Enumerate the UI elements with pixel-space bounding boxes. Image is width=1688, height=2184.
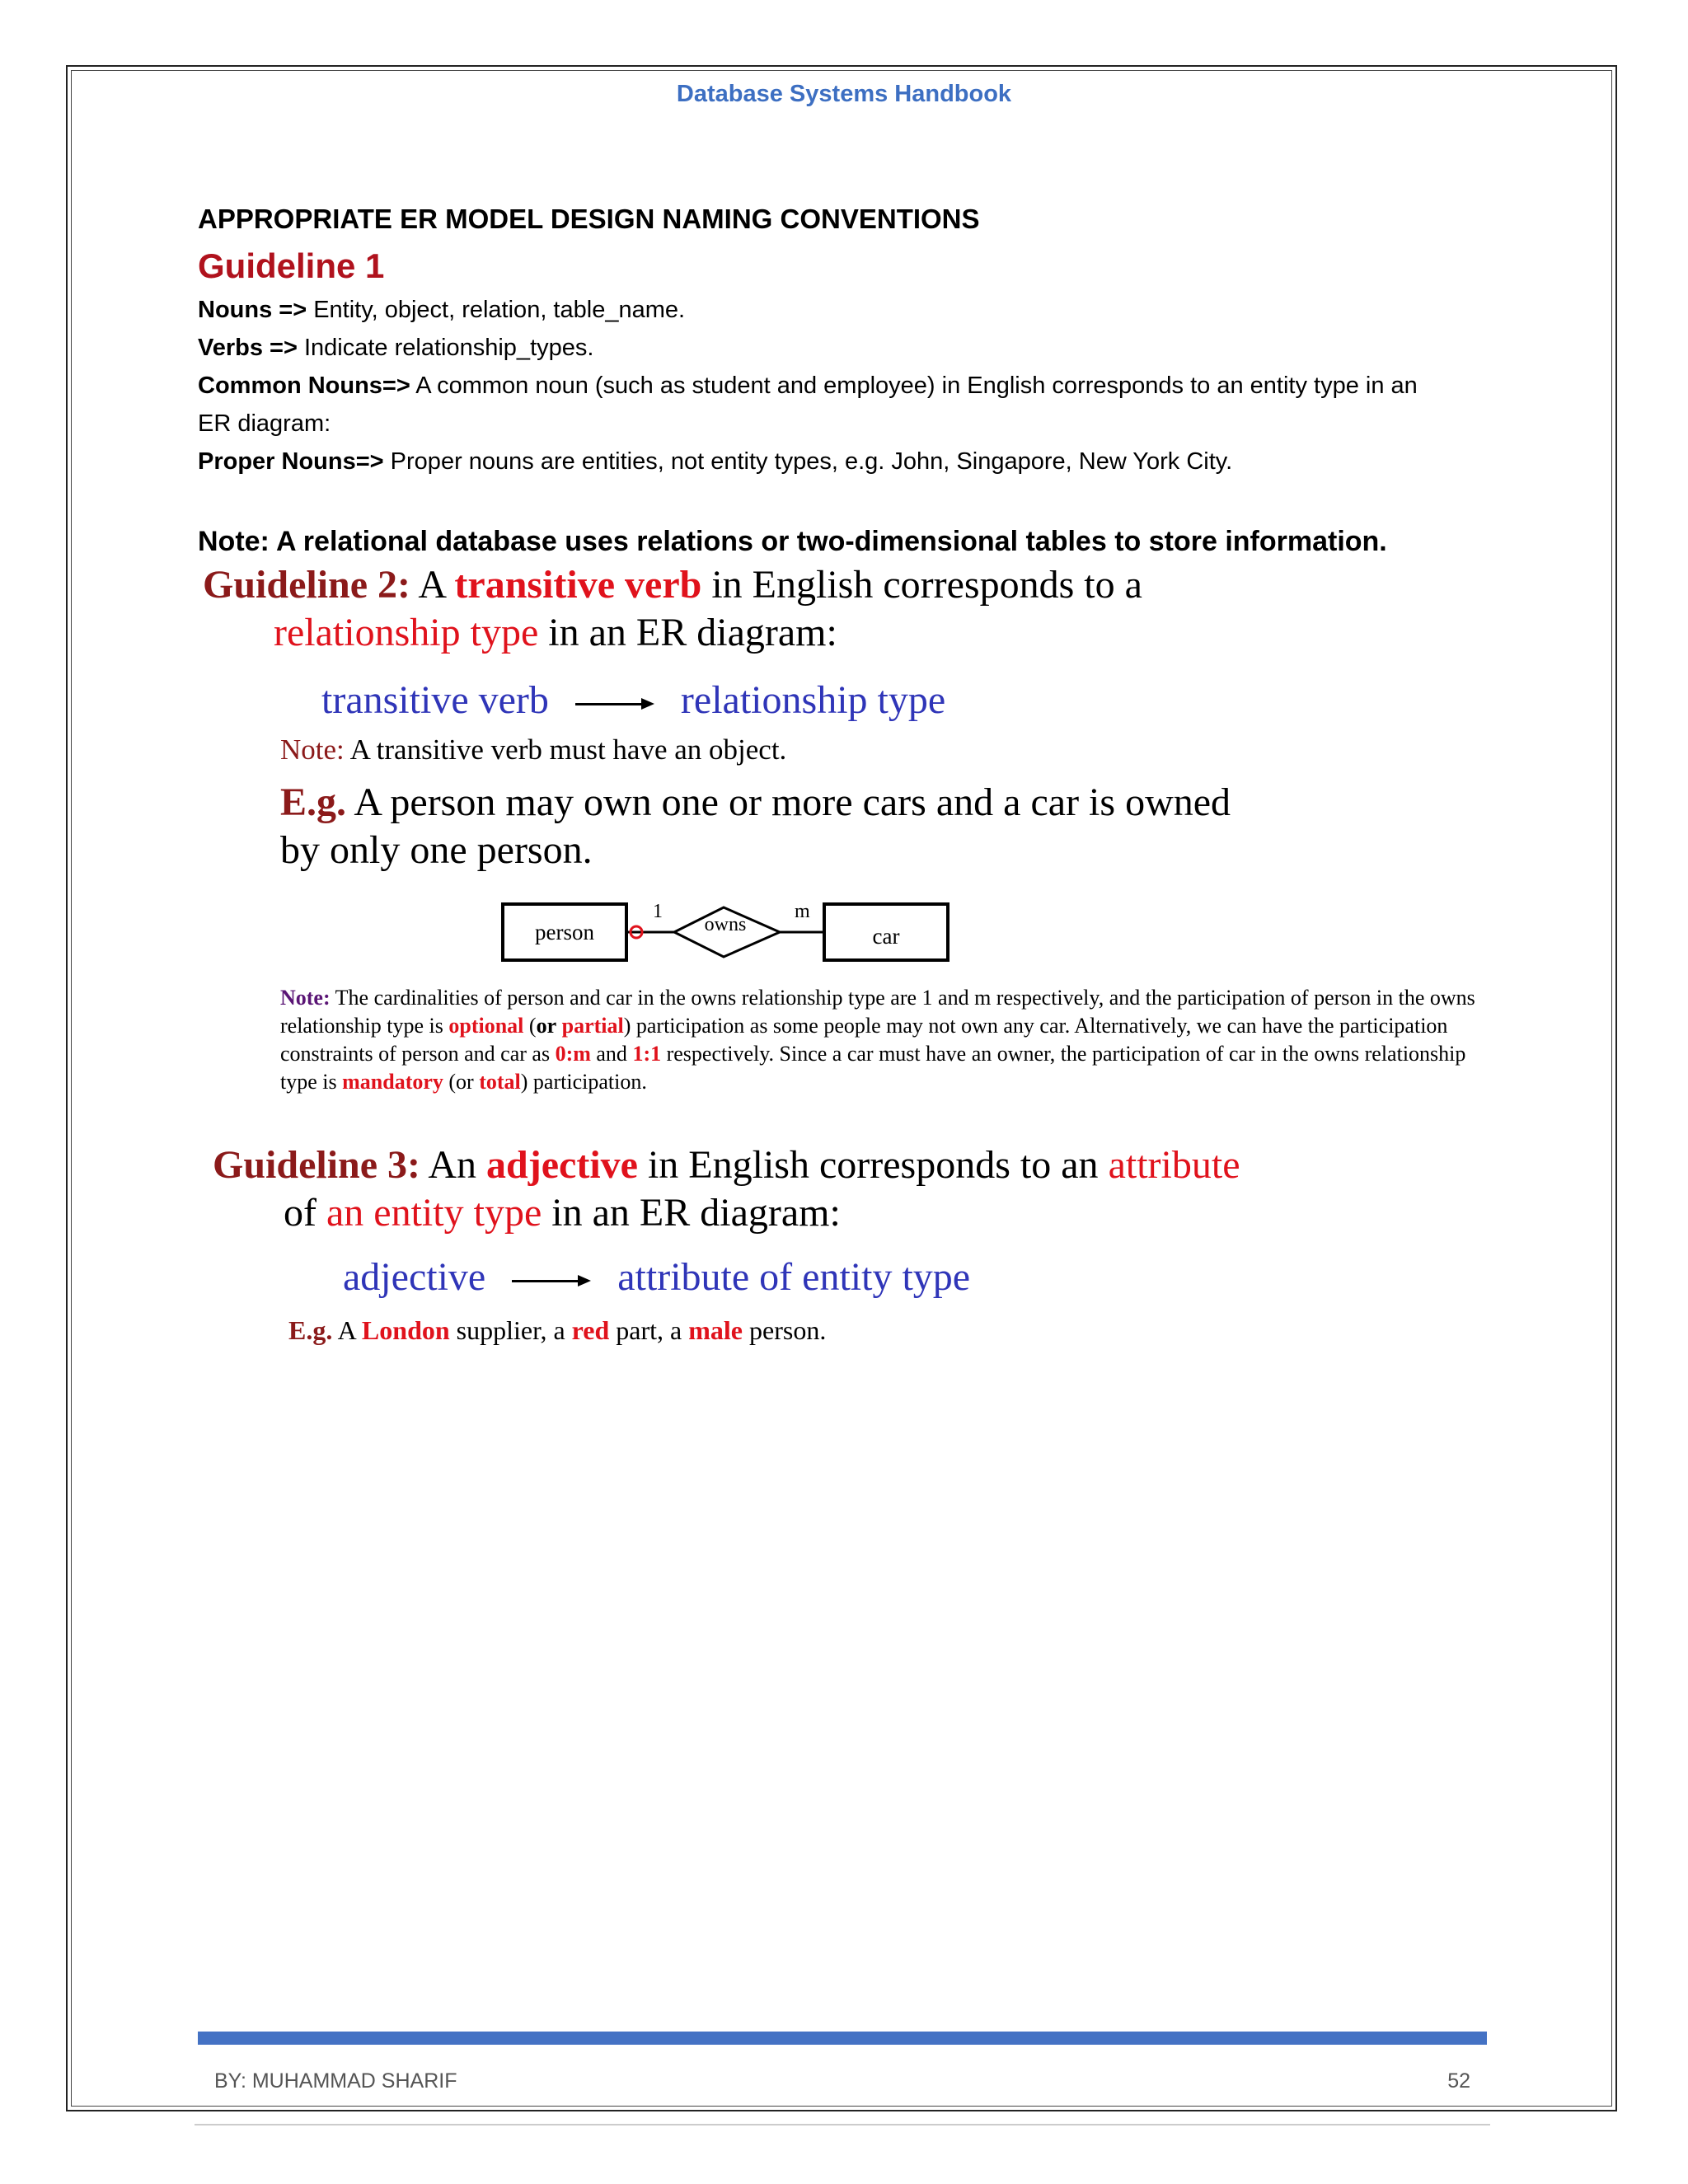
bottom-rule <box>195 2124 1490 2125</box>
guideline2-label: Guideline 2: <box>203 563 411 607</box>
example-line1 <box>280 780 1231 825</box>
para-text: (or <box>443 1070 480 1094</box>
cardinality-one: 1 <box>653 901 663 922</box>
mandatory-term: mandatory <box>342 1070 443 1094</box>
example-label: E.g. <box>280 780 347 824</box>
car-entity-label: car <box>872 924 900 949</box>
running-header: Database Systems Handbook <box>676 81 1012 107</box>
guideline2-text: in an ER diagram: <box>538 611 837 654</box>
verbs-label: Verbs => <box>198 335 298 361</box>
example-line2 <box>280 827 593 873</box>
adjective-term: adjective <box>486 1143 638 1187</box>
proper-nouns-line <box>198 448 1232 476</box>
transitive-verb-term: transitive verb <box>454 563 702 607</box>
guideline3-text: in an ER diagram: <box>542 1191 841 1235</box>
guideline2-line1 <box>203 562 1142 607</box>
mapping-adjective-row <box>343 1254 970 1300</box>
para-text: ( <box>523 1014 537 1038</box>
one-one-term: 1:1 <box>632 1042 662 1066</box>
entity-type-term: an entity type <box>326 1191 542 1235</box>
guideline3-line1 <box>213 1142 1240 1188</box>
verbs-line <box>198 335 593 362</box>
relationship-type-term: relationship type <box>274 611 539 654</box>
common-nouns-text: A common noun (such as student and employee) in English corresponds to an entity type in an <box>410 373 1418 399</box>
page-number: 52 <box>1447 2069 1470 2093</box>
example-text: person. <box>743 1315 827 1345</box>
proper-nouns-text: Proper nouns are entities, not entity types, e.g. John, Singapore, New York City. <box>383 448 1233 475</box>
attribute-term: attribute <box>1108 1143 1240 1187</box>
relational-db-note: Note: A relational database uses relations or two-dimensional tables to store information. <box>198 526 1387 557</box>
arrow-right-icon <box>575 700 654 708</box>
mapping-left: transitive verb <box>321 678 549 722</box>
guideline3-text: in English corresponds to an <box>637 1143 1109 1187</box>
mapping-left: adjective <box>343 1255 486 1299</box>
guideline3-text: of <box>284 1191 326 1235</box>
transitive-note-label: Note: <box>280 733 345 766</box>
partial-term: partial <box>561 1014 624 1038</box>
transitive-note <box>280 733 786 766</box>
common-nouns-text-cont: ER diagram: <box>198 410 331 437</box>
example-text: A <box>332 1315 362 1345</box>
red-term: red <box>571 1315 610 1345</box>
nouns-line <box>198 297 685 324</box>
example-text: supplier, a <box>449 1315 572 1345</box>
optional-term: optional <box>448 1014 524 1038</box>
para-text: and <box>590 1042 633 1066</box>
cardinality-explanation <box>280 984 1484 1096</box>
verbs-text: Indicate relationship_types. <box>297 335 594 361</box>
cardinality-many: m <box>795 901 810 922</box>
footer-author: BY: MUHAMMAD SHARIF <box>214 2069 457 2093</box>
footer-bar <box>198 2032 1487 2045</box>
guideline2-text: A <box>410 563 455 607</box>
mapping-verb-row <box>321 677 945 723</box>
para-or: or <box>536 1014 557 1038</box>
guideline3-label: Guideline 3: <box>213 1143 421 1187</box>
guideline3-line2 <box>284 1190 841 1235</box>
nouns-text: Entity, object, relation, table_name. <box>307 297 686 323</box>
para-text: The cardinalities of person and car in the owns relationship type are 1 and m respectively, and the participation of person in the owns relationship type is <box>280 986 1475 1038</box>
mapping-right: attribute of entity type <box>617 1255 971 1299</box>
example-label: E.g. <box>288 1315 333 1345</box>
guideline3-text: An <box>420 1143 487 1187</box>
mapping-right: relationship type <box>680 678 946 722</box>
section-heading: APPROPRIATE ER MODEL DESIGN NAMING CONVENTIONS <box>198 204 980 234</box>
adjective-example <box>288 1315 826 1346</box>
example-text-cont: by only one person. <box>280 828 593 872</box>
common-nouns-label: Common Nouns=> <box>198 373 410 399</box>
para-note-label: Note: <box>280 986 331 1010</box>
zero-m-term: 0:m <box>555 1042 591 1066</box>
guideline1-title: Guideline 1 <box>198 246 385 285</box>
transitive-note-text: A transitive verb must have an object. <box>344 733 787 766</box>
male-term: male <box>688 1315 743 1345</box>
person-entity-label: person <box>535 920 594 944</box>
guideline2-line2 <box>274 610 837 655</box>
para-text: respectively. Since a car must have an owner, the participation of car in the owns relationship type is <box>280 1042 1466 1094</box>
guideline2-text: in English corresponds to a <box>701 563 1142 607</box>
example-text: part, a <box>609 1315 689 1345</box>
total-term: total <box>479 1070 521 1094</box>
er-diagram <box>495 894 964 977</box>
owns-relationship-label: owns <box>704 914 747 935</box>
common-nouns-line-cont <box>198 410 331 438</box>
para-text: ) participation. <box>520 1070 647 1094</box>
para-text: ) participation as some people may not own any car. Alternatively, we can have the participation constraints of person and car as <box>280 1014 1448 1066</box>
proper-nouns-label: Proper Nouns=> <box>198 448 384 475</box>
example-text: A person may own one or more cars and a car is owned <box>346 780 1231 824</box>
common-nouns-line <box>198 373 1418 400</box>
london-term: London <box>361 1315 450 1345</box>
arrow-right-icon <box>512 1277 591 1285</box>
nouns-label: Nouns => <box>198 297 307 323</box>
